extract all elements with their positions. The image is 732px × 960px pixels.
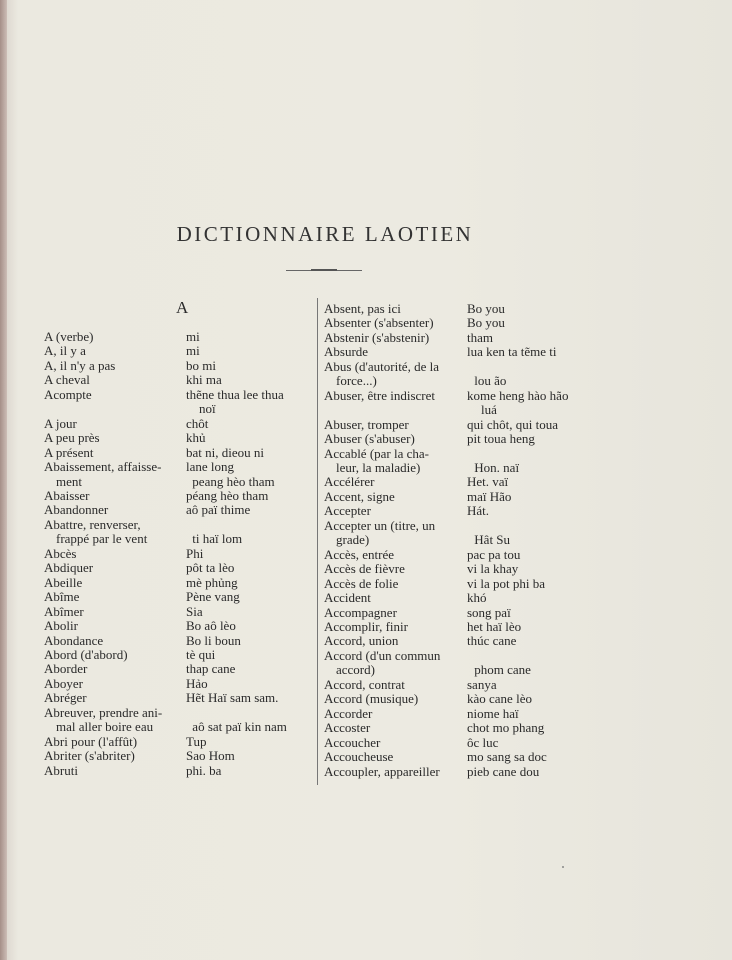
dictionary-entry (44, 590, 319, 604)
dictionary-entry (324, 750, 600, 764)
lao-translation: luá (480, 402, 497, 418)
lao-translation: bo mi (186, 357, 216, 373)
french-term: A présent (44, 444, 94, 460)
entry-line (44, 402, 319, 416)
dictionary-entry (44, 547, 319, 561)
lao-translation: khó (467, 590, 487, 606)
french-term: A peu près (44, 430, 100, 446)
entry-line (324, 374, 600, 388)
lao-translation: vi la khay (467, 561, 519, 577)
french-term: Abstenir (s'abstenir) (324, 329, 430, 345)
lao-translation: sanya (467, 676, 497, 692)
entry-line (324, 765, 600, 779)
dictionary-entry (324, 721, 600, 735)
dictionary-entry (44, 619, 319, 633)
dictionary-entry (324, 316, 600, 330)
entry-line (44, 373, 319, 387)
entry-line (324, 649, 600, 663)
dictionary-entry (324, 504, 600, 518)
lao-translation: mi (186, 329, 200, 344)
dictionary-entry (324, 620, 600, 634)
dictionary-entry (324, 490, 600, 504)
lao-translation: phi. ba (186, 762, 222, 778)
lao-translation: kào cane lèo (467, 691, 532, 707)
lao-translation: chot mo phang (467, 720, 545, 736)
french-term: Accoucher (324, 734, 381, 750)
entry-line (44, 764, 319, 778)
french-term: A, il n'y a pas (44, 357, 116, 373)
french-term: leur, la maladie) (336, 459, 421, 475)
entry-line (324, 461, 600, 475)
entry-line (44, 489, 319, 503)
entry-line (44, 677, 319, 691)
french-term: Accoster (324, 720, 371, 736)
entry-line (324, 591, 600, 605)
french-term: Abreuver, prendre ani- (44, 704, 163, 720)
french-term: mal aller boire eau (56, 719, 154, 735)
paper-speck (562, 866, 564, 868)
dictionary-entry (324, 548, 600, 562)
french-term: Abaissement, affaisse- (44, 459, 162, 475)
dictionary-entry (324, 577, 600, 591)
french-term: Abruti (44, 762, 78, 778)
dictionary-entry (44, 764, 319, 778)
dictionary-entry (324, 302, 600, 316)
french-term: Accord, union (324, 633, 399, 649)
dictionary-entry (44, 662, 319, 676)
lao-translation: ôc luc (467, 734, 499, 750)
lao-translation: Hát. (467, 503, 490, 519)
dictionary-entry (44, 691, 319, 705)
french-term: ment (56, 473, 82, 489)
dictionary-entry (324, 562, 600, 576)
entry-line (324, 634, 600, 648)
dictionary-entry (324, 649, 600, 678)
entry-line (44, 532, 319, 546)
lao-translation: Het. vaï (467, 474, 509, 490)
dictionary-entry (324, 765, 600, 779)
french-term: Accomplir, finir (324, 618, 408, 634)
entry-line (44, 330, 319, 344)
dictionary-entry (324, 418, 600, 432)
french-term: Accord (musique) (324, 691, 419, 707)
french-term (324, 403, 467, 417)
lao-translation: niome haï (467, 705, 519, 721)
lao-translation: pac pa tou (467, 546, 521, 562)
dictionary-entry (324, 475, 600, 489)
french-term: Accorder (324, 705, 373, 721)
dictionary-entry (324, 389, 600, 418)
lao-translation: Sao Hom (186, 748, 235, 764)
french-term: A, il y a (44, 343, 86, 359)
lao-translation: pit toua heng (467, 431, 535, 447)
dictionary-entry (324, 634, 600, 648)
french-term: Abattre, renverser, (44, 516, 141, 532)
lao-translation: Phi (186, 545, 204, 561)
lao-translation: noï (199, 401, 216, 417)
dictionary-entry (324, 345, 600, 359)
lao-translation: Bo aô lèo (186, 618, 236, 634)
french-term: frappé par le vent (56, 531, 148, 547)
dictionary-entry (44, 561, 319, 575)
french-term: Accoupler, appareiller (324, 763, 440, 779)
entry-line (44, 706, 319, 720)
entry-line (324, 562, 600, 576)
entry-line (324, 519, 600, 533)
french-term: Absenter (s'absenter) (324, 315, 434, 331)
entry-line (44, 605, 319, 619)
dictionary-entry (44, 431, 319, 445)
entry-line (324, 432, 600, 446)
entry-line (44, 417, 319, 431)
entry-line (324, 721, 600, 735)
french-term: Abuser, être indiscret (324, 387, 436, 403)
entry-line (44, 619, 319, 633)
french-term: Accès, entrée (324, 546, 395, 562)
dictionary-entry (44, 503, 319, 517)
french-term: Accepter un (titre, un (324, 517, 436, 533)
french-term (44, 402, 185, 416)
lao-translation: mè phủng (186, 574, 238, 590)
dictionary-entry (44, 388, 319, 417)
lao-translation: qui chôt, qui toua (467, 416, 558, 432)
lao-translation (467, 649, 597, 663)
lao-translation (467, 447, 597, 461)
entry-line (324, 750, 600, 764)
french-term: force...) (336, 373, 377, 389)
entry-line (324, 707, 600, 721)
dictionary-entry (324, 331, 600, 345)
lao-translation: tè qui (186, 646, 216, 662)
french-term: Abîme (44, 589, 80, 605)
entry-line (324, 360, 600, 374)
entry-line (324, 345, 600, 359)
french-term: Accès de fièvre (324, 561, 405, 577)
french-term: Accord (d'un commun (324, 647, 441, 663)
lao-translation: mi (186, 343, 200, 359)
dictionary-entry (44, 648, 319, 662)
entry-line (44, 691, 319, 705)
entry-line (44, 475, 319, 489)
entry-line (44, 662, 319, 676)
column-divider (317, 298, 318, 785)
french-term: Absent, pas ici (324, 301, 401, 316)
french-term: Accepter (324, 503, 371, 519)
lao-translation: chôt (186, 415, 209, 431)
lao-translation: lua ken ta tẽme ti (467, 344, 557, 360)
lao-translation: song paï (467, 604, 511, 620)
french-term: Accès de folie (324, 575, 399, 591)
lao-translation: thap cane (186, 661, 236, 677)
right-entry-column (324, 302, 600, 779)
lao-translation: het haï lèo (467, 618, 522, 634)
lao-translation (467, 360, 597, 374)
dictionary-entry (324, 707, 600, 721)
entry-line (44, 359, 319, 373)
dictionary-entry (44, 749, 319, 763)
lao-translation: Sia (186, 603, 203, 619)
entry-line (44, 460, 319, 474)
entry-line (324, 302, 600, 316)
french-term: Accord, contrat (324, 676, 405, 692)
lao-translation: thúc cane (467, 633, 517, 649)
french-term: A cheval (44, 372, 90, 388)
entry-line (324, 736, 600, 750)
lao-translation: mo sang sa doc (467, 749, 547, 765)
section-letter: A (176, 298, 189, 317)
french-term: Abandonner (44, 502, 109, 518)
entry-line (324, 490, 600, 504)
entry-line (44, 344, 319, 358)
lao-translation: Bo you (467, 315, 505, 331)
entry-line (324, 678, 600, 692)
lao-translation: lane long (186, 459, 235, 475)
dictionary-entry (324, 432, 600, 446)
lao-translation: Hẽt Haï sam sam. (186, 690, 279, 706)
dictionary-entry (44, 344, 319, 358)
french-term: Accélérer (324, 474, 375, 490)
lao-translation: peang hèo tham (192, 473, 275, 489)
french-term: A jour (44, 415, 77, 431)
dictionary-entry (324, 360, 600, 389)
lao-translation: aô paï thime (186, 502, 251, 518)
lao-translation: khi ma (186, 372, 222, 388)
entry-line (44, 576, 319, 590)
french-term: Accompagner (324, 604, 397, 620)
entry-line (44, 720, 319, 734)
entry-line (324, 316, 600, 330)
dictionary-entry (44, 489, 319, 503)
lao-translation: tham (467, 329, 493, 345)
dictionary-entry (44, 359, 319, 373)
dictionary-entry (44, 373, 319, 387)
book-binding-edge (0, 0, 7, 960)
lao-translation: thẽne thua lee thua (186, 386, 284, 402)
entry-line (324, 620, 600, 634)
lao-translation (467, 519, 597, 533)
lao-translation: Hảo (186, 675, 208, 691)
french-term: Abcès (44, 545, 77, 561)
dictionary-entry (324, 591, 600, 605)
lao-translation: lou ão (474, 373, 507, 389)
dictionary-entry (44, 735, 319, 749)
entry-line (324, 403, 600, 417)
entry-line (44, 431, 319, 445)
french-term: Abondance (44, 632, 104, 648)
french-term: Accident (324, 590, 371, 606)
entry-line (44, 648, 319, 662)
french-term: Abîmer (44, 603, 84, 619)
entry-line (44, 388, 319, 402)
dictionary-entry (324, 606, 600, 620)
french-term: Abus (d'autorité, de la (324, 358, 439, 374)
dictionary-entry (44, 634, 319, 648)
entry-line (44, 446, 319, 460)
french-term: Abuser, tromper (324, 416, 409, 432)
lao-translation: Hon. naï (474, 459, 520, 475)
french-term: Aborder (44, 661, 88, 677)
french-term: Abolir (44, 618, 78, 634)
french-term: accord) (336, 662, 375, 678)
entry-line (324, 389, 600, 403)
dictionary-entry (324, 736, 600, 750)
title-ornament-rule (286, 270, 362, 271)
french-term: Abriter (s'abriter) (44, 748, 135, 764)
lao-translation: Bo you (467, 301, 505, 316)
french-term: Abord (d'abord) (44, 646, 128, 662)
entry-line (324, 418, 600, 432)
entry-line (324, 663, 600, 677)
french-term: Abdiquer (44, 560, 94, 576)
dictionary-entry (44, 605, 319, 619)
entry-line (324, 577, 600, 591)
french-term: Aboyer (44, 675, 83, 691)
dictionary-entry (324, 447, 600, 476)
lao-translation (186, 518, 318, 532)
french-term: Absurde (324, 344, 369, 360)
dictionary-entry (324, 692, 600, 706)
lao-translation: aô sat paï kin nam (192, 719, 287, 735)
french-term: Accent, signe (324, 488, 395, 504)
french-term: Abréger (44, 690, 87, 706)
entry-line (44, 547, 319, 561)
entry-line (44, 634, 319, 648)
lao-translation: ti haï lom (192, 531, 243, 547)
dictionary-entry (44, 706, 319, 735)
french-term: Abuser (s'abuser) (324, 431, 415, 447)
entry-line (324, 504, 600, 518)
lao-translation: pôt ta lèo (186, 560, 235, 576)
dictionary-entry (44, 677, 319, 691)
entry-line (324, 331, 600, 345)
left-entry-column (44, 330, 319, 778)
entry-line (44, 590, 319, 604)
entry-line (44, 749, 319, 763)
entry-line (324, 533, 600, 547)
french-term: Acompte (44, 386, 92, 402)
french-term: A (verbe) (44, 329, 94, 344)
lao-translation: khủ (186, 430, 206, 446)
dictionary-entry (324, 678, 600, 692)
entry-line (44, 561, 319, 575)
lao-translation (186, 706, 318, 720)
entry-line (44, 503, 319, 517)
dictionary-entry (44, 576, 319, 590)
french-term: Abeille (44, 574, 83, 590)
entry-line (324, 447, 600, 461)
lao-translation: bat ni, dieou ni (186, 444, 264, 460)
lao-translation: Tup (186, 733, 207, 749)
dictionary-entry (44, 460, 319, 489)
entry-line (324, 606, 600, 620)
dictionary-entry (44, 417, 319, 431)
french-term: Accoucheuse (324, 749, 394, 765)
page-title: DICTIONNAIRE LAOTIEN (176, 222, 474, 246)
lao-translation: pieb cane dou (467, 763, 540, 779)
lao-translation: vi la pot phi ba (467, 575, 545, 591)
dictionary-entry (44, 330, 319, 344)
french-term: Abaisser (44, 487, 90, 503)
entry-line (324, 548, 600, 562)
lao-translation: kome heng hào hão (467, 387, 569, 403)
dictionary-entry (44, 446, 319, 460)
lao-translation: Pène vang (186, 589, 240, 605)
dictionary-entry (44, 518, 319, 547)
french-term: Accablé (par la cha- (324, 445, 430, 461)
lao-translation: péang hèo tham (186, 487, 269, 503)
entry-line (324, 475, 600, 489)
lao-translation: Hât Su (474, 532, 511, 548)
entry-line (44, 518, 319, 532)
entry-line (324, 692, 600, 706)
lao-translation: phom cane (474, 662, 531, 678)
dictionary-entry (324, 519, 600, 548)
french-term: grade) (336, 532, 370, 548)
french-term: Abri pour (l'affût) (44, 733, 138, 749)
lao-translation: maï Hão (467, 488, 512, 504)
lao-translation: Bo li boun (186, 632, 241, 648)
entry-line (44, 735, 319, 749)
